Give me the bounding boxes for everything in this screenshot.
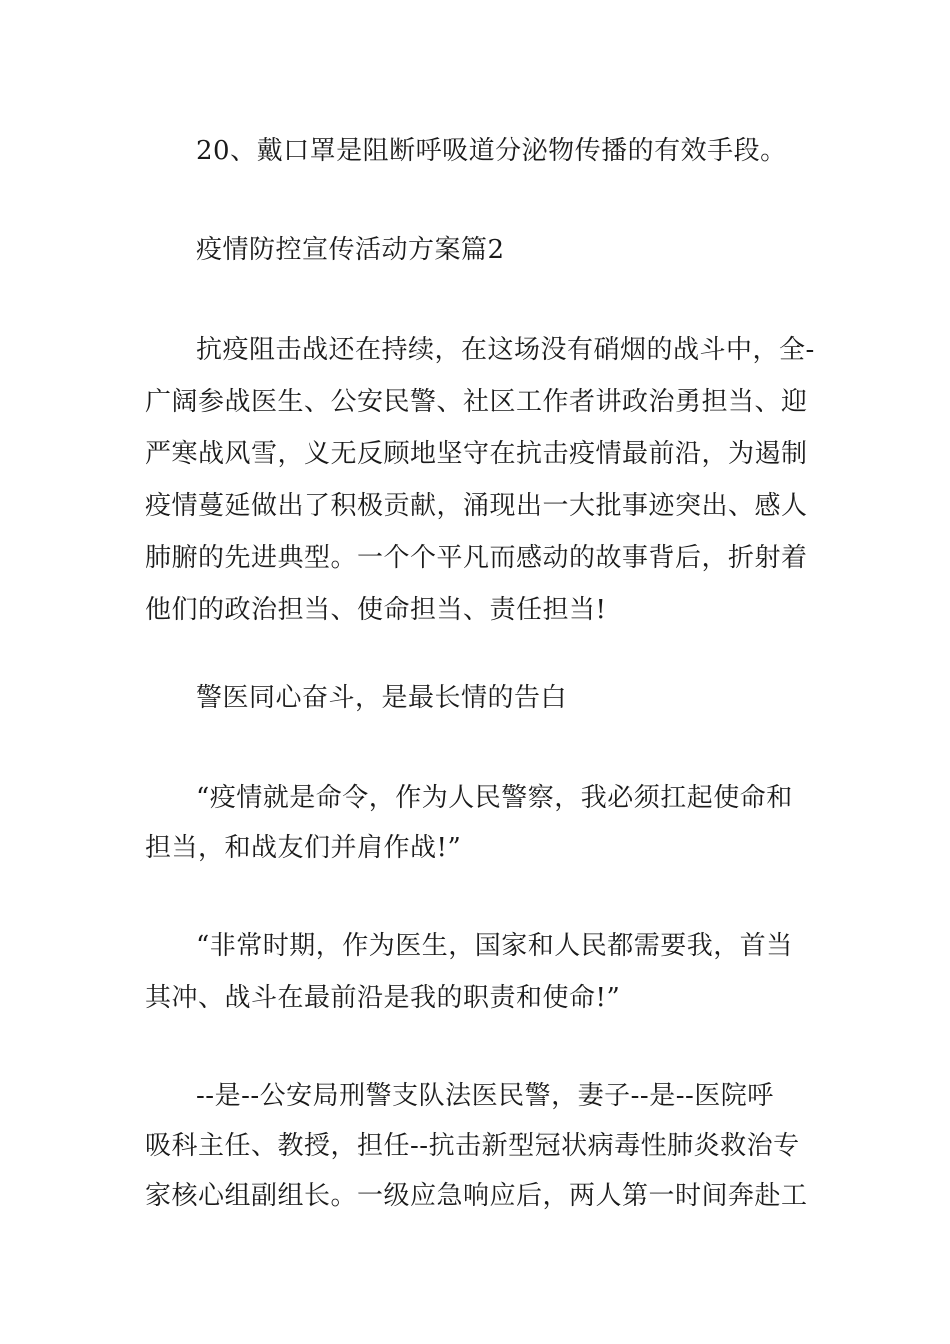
subheading: 警医同心奋斗，是最长情的告白 (196, 683, 568, 713)
quote-line: “疫情就是命令，作为人民警察，我必须扛起使命和 (196, 783, 793, 813)
paragraph-line: 广阔参战医生、公安民警、社区工作者讲政治勇担当、迎 (145, 387, 808, 417)
paragraph-line: 吸科主任、教授，担任--抗击新型冠状病毒性肺炎救治专 (145, 1131, 800, 1161)
paragraph-line: 肺腑的先进典型。一个个平凡而感动的故事背后，折射着 (145, 543, 808, 573)
paragraph-line: 疫情蔓延做出了积极贡献，涌现出一大批事迹突出、感人 (145, 491, 808, 521)
quote-line: 担当，和战友们并肩作战!” (145, 833, 462, 863)
paragraph-line: --是--公安局刑警支队法医民警，妻子--是--医院呼 (196, 1081, 774, 1111)
paragraph-line: 家核心组副组长。一级应急响应后，两人第一时间奔赴工 (145, 1181, 808, 1211)
quote-line: 其冲、战斗在最前沿是我的职责和使命!” (145, 983, 621, 1013)
paragraph-line: 抗疫阻击战还在持续，在这场没有硝烟的战斗中，全- (196, 335, 815, 365)
paragraph-line: 严寒战风雪，义无反顾地坚守在抗击疫情最前沿，为遏制 (145, 439, 808, 469)
paragraph-line: 他们的政治担当、使命担当、责任担当! (145, 595, 607, 625)
quote-line: “非常时期，作为医生，国家和人民都需要我，首当 (196, 931, 793, 961)
list-item-20: 20、戴口罩是阻断呼吸道分泌物传播的有效手段。 (196, 136, 787, 166)
section-title: 疫情防控宣传活动方案篇2 (196, 235, 505, 265)
